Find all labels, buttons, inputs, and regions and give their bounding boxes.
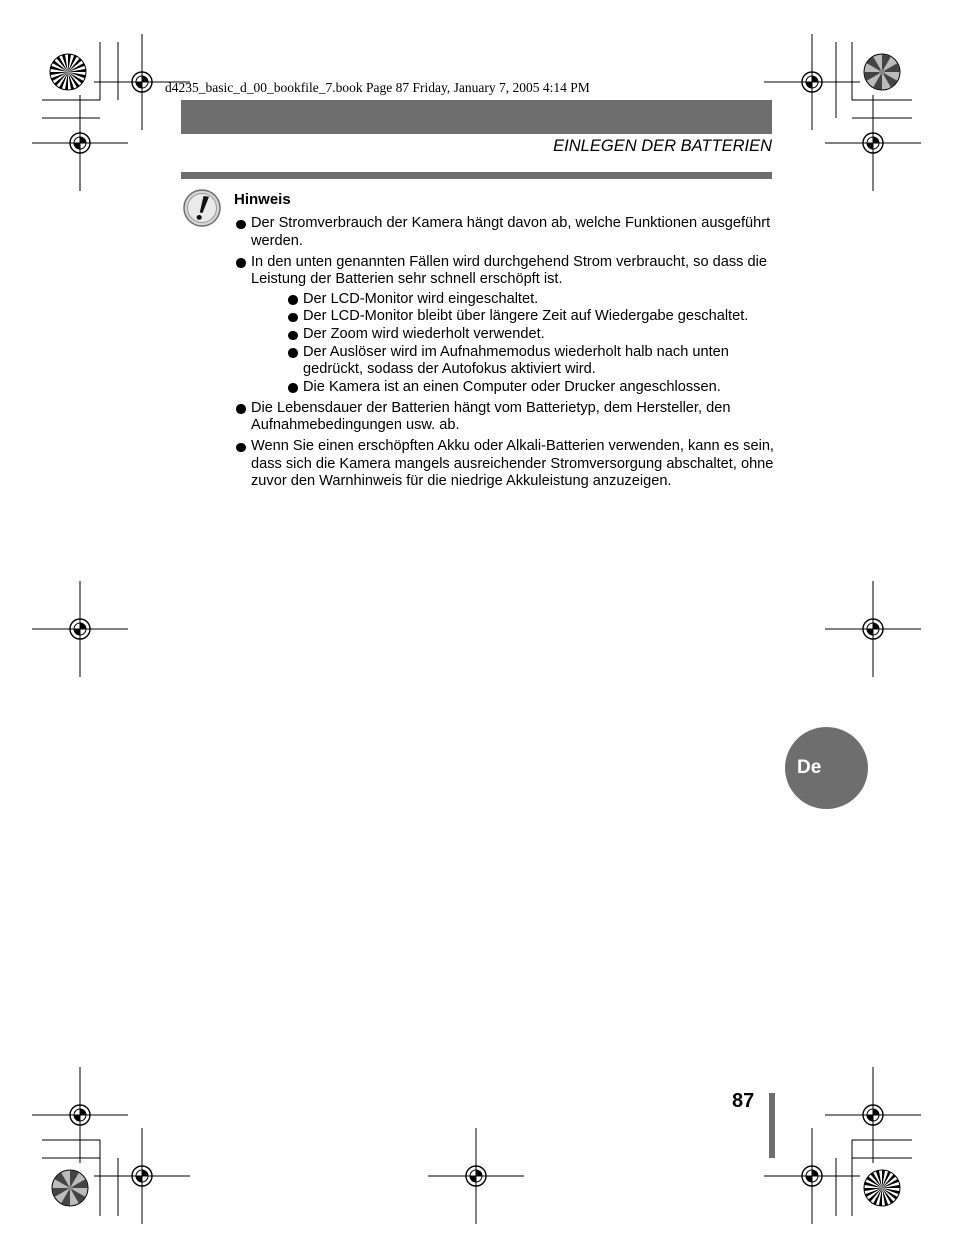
page-number: 87 — [732, 1090, 755, 1112]
note-subitem: Der Auslöser wird im Aufnahmemodus wiederholt halb nach unten gedrückt, sodass der Autofokus aktiviert wird. — [286, 344, 779, 379]
note-item — [234, 254, 779, 397]
note-sublist — [286, 291, 779, 397]
page-number-bar — [769, 1093, 775, 1158]
note-subitem: Der Zoom wird wiederholt verwendet. — [286, 326, 779, 344]
note-subitem: Die Kamera ist an einen Computer oder Drucker angeschlossen. — [286, 379, 779, 397]
note-subitem: Der LCD-Monitor wird eingeschaltet. — [286, 291, 779, 309]
note-list — [234, 215, 779, 494]
book-info-line: d4235_basic_d_00_bookfile_7.book Page 87 Friday, January 7, 2005 4:14 PM — [165, 80, 590, 95]
language-tab — [785, 727, 868, 809]
section-divider — [181, 172, 772, 179]
note-item: Die Lebensdauer der Batterien hängt vom Batterietyp, dem Hersteller, den Aufnahmebedingungen usw. ab. — [234, 400, 779, 435]
note-item: Der Stromverbrauch der Kamera hängt davon ab, welche Funktionen ausgeführt werden. — [234, 215, 779, 250]
note-subitem: Der LCD-Monitor bleibt über längere Zeit auf Wiedergabe geschaltet. — [286, 308, 779, 326]
note-item: Wenn Sie einen erschöpften Akku oder Alkali-Batterien verwenden, kann es sein, dass sich die Kamera mangels ausreichender Stromversorgung abschaltet, ohne zuvor den Warnhinweis für die niedrige Akkuleistung anzuzeigen. — [234, 438, 779, 491]
header-bar — [181, 100, 772, 134]
note-title: Hinweis — [234, 191, 291, 208]
section-title: EINLEGEN DER BATTERIEN — [553, 137, 772, 155]
language-tab-label: De — [797, 757, 822, 778]
note-item-text: In den unten genannten Fällen wird durchgehend Strom verbraucht, so dass die Leistung der Batterien sehr schnell erschöpft ist. — [251, 253, 767, 288]
warning-exclamation-icon — [183, 189, 221, 227]
